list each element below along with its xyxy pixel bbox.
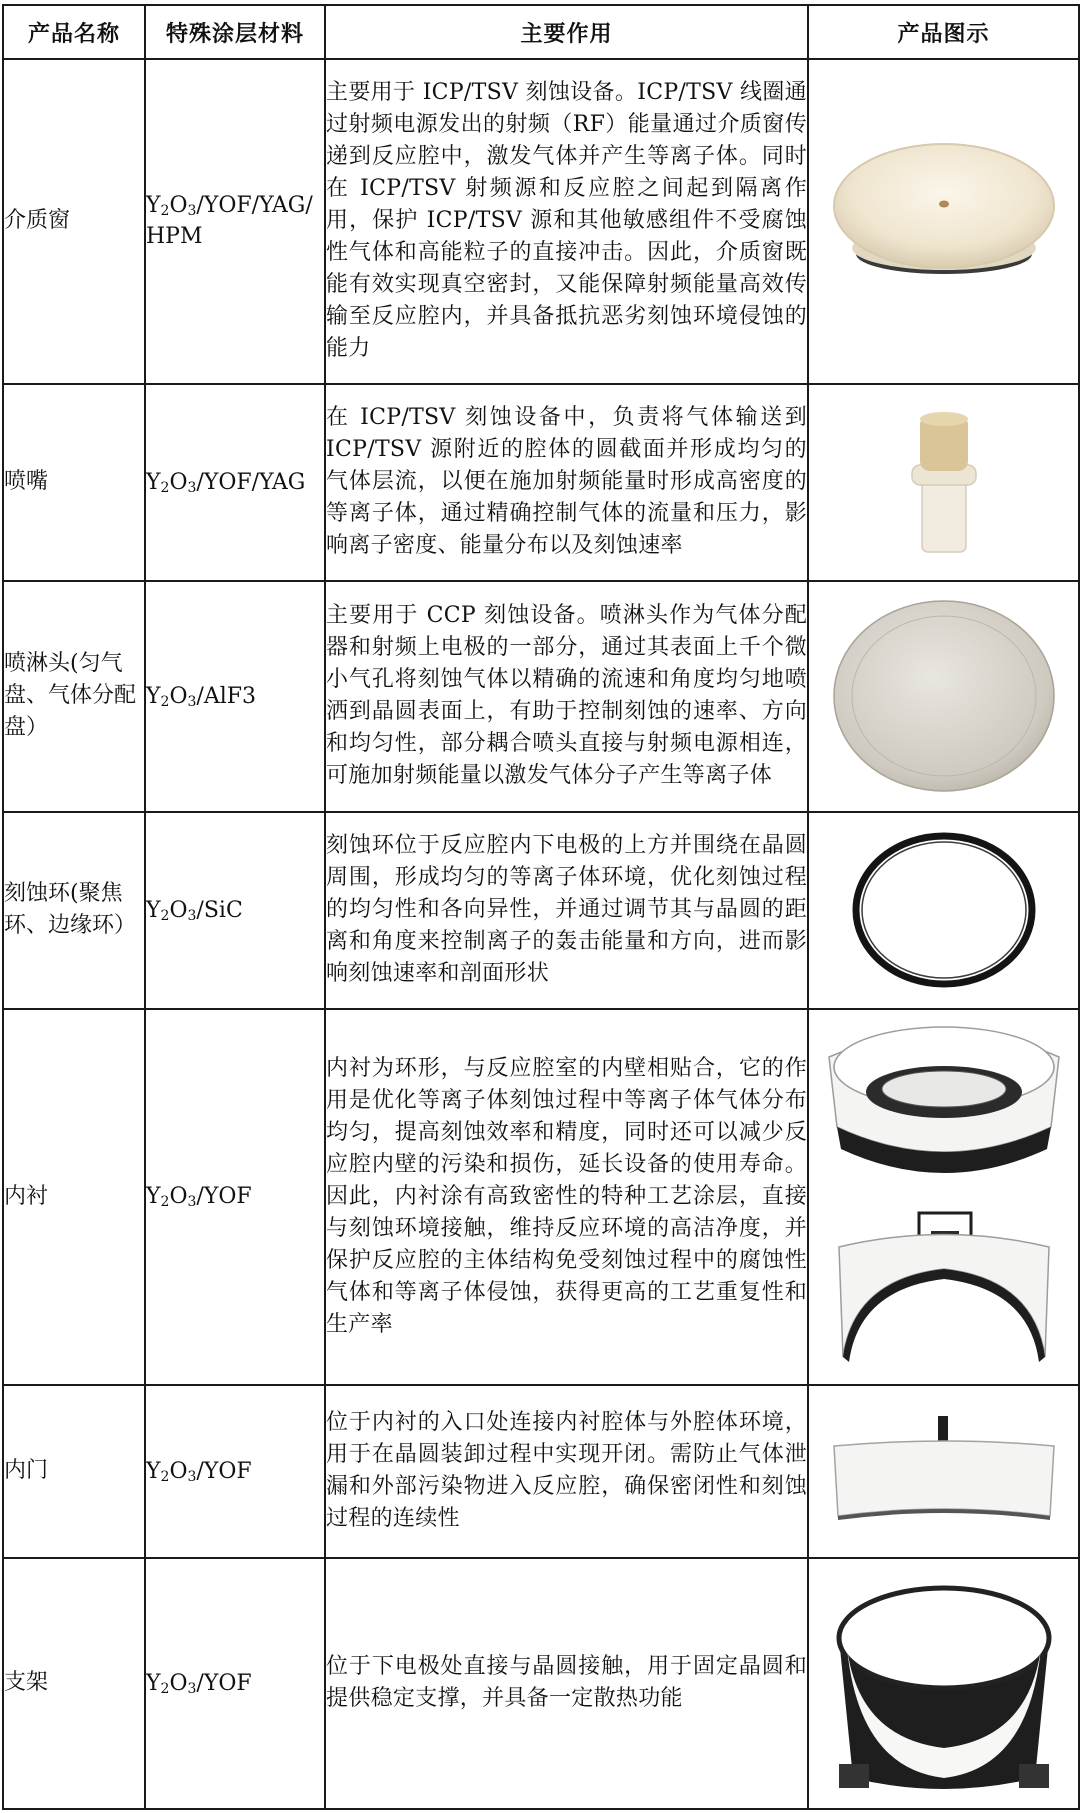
product-name: 介质窗 bbox=[3, 59, 145, 384]
table-row bbox=[3, 581, 1079, 812]
product-name: 支架 bbox=[3, 1558, 145, 1809]
product-image bbox=[808, 1385, 1079, 1558]
product-table bbox=[2, 4, 1080, 1810]
coating-material: $Y_2O_3/YOF$/YAG bbox=[145, 384, 325, 581]
header-product-name: 产品名称 bbox=[3, 5, 145, 59]
product-image bbox=[808, 1009, 1079, 1385]
coating-material: $Y_2O_3$/YOF bbox=[145, 1009, 325, 1385]
liner-icon bbox=[819, 1017, 1069, 1377]
product-function: 位于下电极处直接与晶圆接触，用于固定晶圆和提供稳定支撑，并具备一定散热功能 bbox=[325, 1558, 808, 1809]
table-row bbox=[3, 812, 1079, 1009]
header-main-function: 主要作用 bbox=[325, 5, 808, 59]
product-name: 刻蚀环(聚焦环、边缘环） bbox=[3, 812, 145, 1009]
coating-material: $Y_2O_3$/YOF bbox=[145, 1558, 325, 1809]
table-row bbox=[3, 59, 1079, 384]
product-function: 位于内衬的入口处连接内衬腔体与外腔体环境，用于在晶圆装卸过程中实现开闭。需防止气体泄漏和外部污染物进入反应腔，确保密闭性和刻蚀过程的连续性 bbox=[325, 1385, 808, 1558]
product-function: 主要用于 ICP/TSV 刻蚀设备。ICP/TSV 线圈通过射频电源发出的射频（RF）能量通过介质窗传递到反应腔中，激发气体并产生等离子体。同时在 ICP/TSV 射频源和反应腔之间起到隔离作用，保护 ICP/TSV 源和其他敏感组件不受腐蚀性气体和高能粒子的直接冲击。因此，介质窗既能有效实现真空密封，又能保障射频能量高效传输至反应腔内，并具备抵抗恶劣刻蚀环境侵蚀的能力 bbox=[325, 59, 808, 384]
product-function: 刻蚀环位于反应腔内下电极的上方并围绕在晶圆周围，形成均匀的等离子体环境，优化刻蚀过程的均匀性和各向异性，并通过调节其与晶圆的距离和角度来控制离子的轰击能量和方向，进而影响刻蚀速率和剖面形状 bbox=[325, 812, 808, 1009]
header-product-image: 产品图示 bbox=[808, 5, 1079, 59]
coating-material: $Y_2O_3/YOF/YAG$/HPM bbox=[145, 59, 325, 384]
product-function: 在 ICP/TSV 刻蚀设备中，负责将气体输送到 ICP/TSV 源附近的腔体的圆截面并形成均匀的气体层流，以便在施加射频能量时形成高密度的等离子体，通过精确控制气体的流量和压力，影响离子密度、能量分布以及刻蚀速率 bbox=[325, 384, 808, 581]
product-image bbox=[808, 1558, 1079, 1809]
nozzle-icon bbox=[904, 407, 984, 557]
product-name: 内衬 bbox=[3, 1009, 145, 1385]
product-name: 喷嘴 bbox=[3, 384, 145, 581]
product-image bbox=[808, 59, 1079, 384]
table-row bbox=[3, 1009, 1079, 1385]
product-name: 内门 bbox=[3, 1385, 145, 1558]
table-row bbox=[3, 1385, 1079, 1558]
table-row bbox=[3, 384, 1079, 581]
inner-door-icon bbox=[824, 1406, 1064, 1536]
coating-material: $Y_2O_3$/SiC bbox=[145, 812, 325, 1009]
coating-material: $Y_2O_3/AlF3$ bbox=[145, 581, 325, 812]
product-function: 主要用于 CCP 刻蚀设备。喷淋头作为气体分配器和射频上电极的一部分，通过其表面上千个微小气孔将刻蚀气体以精确的流速和角度均匀地喷洒到晶圆表面上，有助于控制刻蚀的速率、方向和均匀性，部分耦合喷头直接与射频电源相连，可施加射频能量以激发气体分子产生等离子体 bbox=[325, 581, 808, 812]
dielectric-window-icon bbox=[829, 136, 1059, 306]
product-image bbox=[808, 812, 1079, 1009]
table-header-row bbox=[3, 5, 1079, 59]
etch-ring-icon bbox=[849, 830, 1039, 990]
table-row bbox=[3, 1558, 1079, 1809]
coating-material: $Y_2O_3$/YOF bbox=[145, 1385, 325, 1558]
header-coating-material: 特殊涂层材料 bbox=[145, 5, 325, 59]
product-image bbox=[808, 581, 1079, 812]
product-name: 喷淋头(匀气盘、气体分配盘） bbox=[3, 581, 145, 812]
product-function: 内衬为环形，与反应腔室的内壁相贴合，它的作用是优化等离子体刻蚀过程中等离子体气体分布均匀，提高刻蚀效率和精度，同时还可以减少反应腔内壁的污染和损伤，延长设备的使用寿命。因此，内衬涂有高致密性的特种工艺涂层，直接与刻蚀环境接触，维持反应环境的高洁净度，并保护反应腔的主体结构免受刻蚀过程中的腐蚀性气体和等离子体侵蚀，获得更高的工艺重复性和生产率 bbox=[325, 1009, 808, 1385]
product-image bbox=[808, 384, 1079, 581]
showerhead-icon bbox=[829, 596, 1059, 796]
support-bracket-icon bbox=[829, 1568, 1059, 1798]
